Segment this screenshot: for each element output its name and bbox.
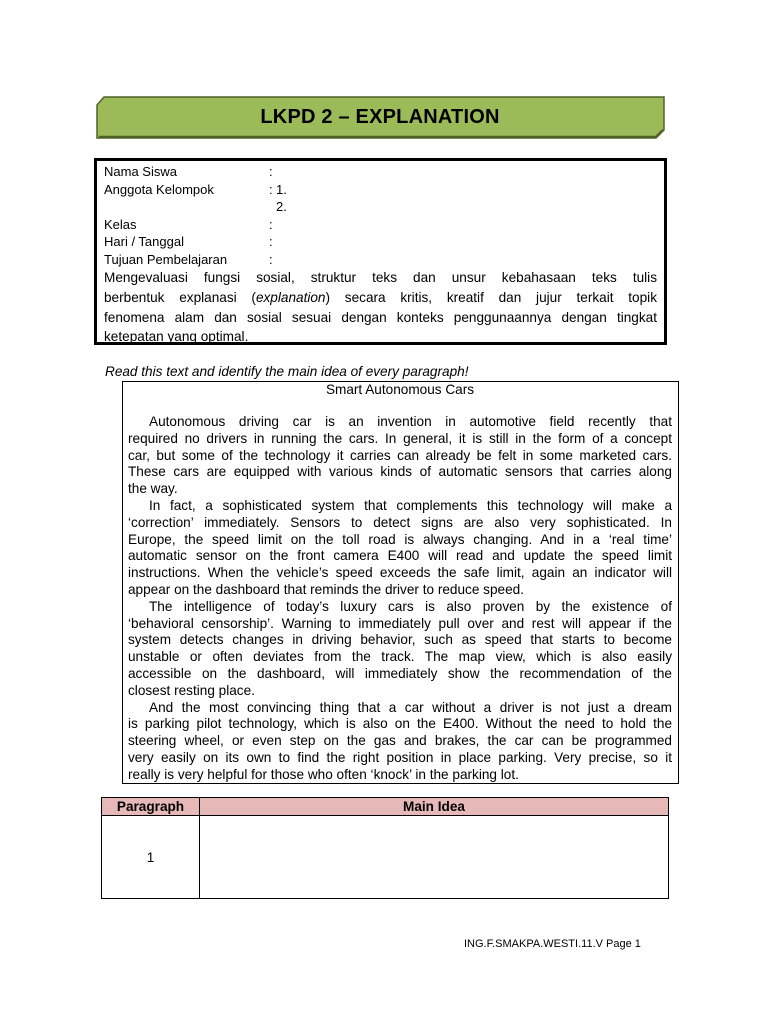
paragraph-line: required no drivers in running the cars. In general, it is still in the form of a concept [128,430,672,446]
paragraph-line: Autonomous driving car is an invention in automotive field recently that [149,414,672,429]
identity-row [104,163,657,181]
reading-title: Smart Autonomous Cars [325,382,475,397]
identity-row [104,233,657,251]
learning-objective [104,268,657,347]
paragraph-line: really is very helpful for those who often ‘knock’ in the parking lot. [128,766,519,782]
paragraph-line: The intelligence of today’s luxury cars is also proven by the existence of [149,598,672,614]
identity-row [104,251,657,269]
paragraph-line: very easily on its own to find the right position in place parking. Very precise, so it [128,749,672,765]
paragraph-line: steering wheel, or even step on the gas and brakes, the car can be programmed [128,733,672,749]
identity-colon: : [269,216,273,232]
page-footer: ING.F.SMAKPA.WESTI.11.V Page 1 [464,938,641,950]
identity-label: Hari / Tanggal [104,234,184,249]
identity-colon: : [269,251,273,267]
paragraph-line: unstable or often deviates from the track. The map view, which is also easily [128,649,672,665]
main-idea-table [101,797,669,899]
column-header-paragraph: Paragraph [102,798,200,816]
paragraph-line: is parking pilot technology, which is also on the E400. Without the need to hold the [128,716,672,732]
instruction-text: Read this text and identify the main idea of every paragraph! [105,364,469,379]
paragraph-line: accessible on the dashboard, will immediately show the recommendation of the [128,665,672,681]
paragraph-line: system detects changes in driving behavior, such as speed that starts to become [128,632,672,648]
identity-label: Anggota Kelompok [104,181,214,197]
page-title: LKPD 2 – EXPLANATION [260,105,500,128]
table-row [102,816,669,899]
identity-row [104,216,657,234]
identity-value: 2. [276,199,287,214]
objective-line: ketepatan yang optimal. [104,329,249,345]
objective-line: Mengevaluasi fungsi sosial, struktur teks dan unsur kebahasaan teks tulis [104,270,657,285]
paragraph-line: These cars are equipped with various kinds of automatic sensors that carries along [128,464,672,480]
title-banner [96,96,664,138]
identity-label: Kelas [104,216,137,232]
paragraph-line: closest resting place. [128,682,255,698]
identity-row [104,198,657,216]
paragraph-line: Europe, the speed limit on the toll road is always changing. And in a ‘real time’ [128,531,672,547]
identity-row [104,181,657,199]
identity-label: Tujuan Pembelajaran [104,251,228,267]
identity-colon: : [269,181,273,197]
identity-value: 1. [276,181,287,197]
paragraph-line: And the most convincing thing that a car without a driver is not just a dream [149,699,672,715]
column-header-main-idea: Main Idea [200,798,669,816]
reading-paragraphs [128,414,672,784]
paragraph-line: In fact, a sophisticated system that complements this technology will make a [149,497,672,513]
paragraph-line: ‘behavioral censorship’. Warning to immediately pull over and rest will appear if the [128,615,672,631]
main-idea-cell[interactable] [200,816,669,899]
paragraph-number-cell: 1 [102,816,200,899]
paragraph-line: automatic sensor on the front camera E400 will read and update the speed limit [128,548,672,564]
paragraph-line: car, but some of the technology it carries can already be felt in some marketed cars. [128,447,672,463]
reading-text-box [122,381,679,784]
paragraph-line: instructions. When the vehicle’s speed exceeds the safe limit, again an indicator will [128,565,672,581]
paragraph-line: appear on the dashboard that reminds the driver to reduce speed. [128,581,524,597]
paragraph-line: the way. [128,481,178,497]
paragraph-line: ‘correction’ immediately. Sensors to detect signs are also very sophisticated. In [128,514,672,530]
objective-line: berbentuk explanasi (explanation) secara kritis, kreatif dan jujur terkait topik [104,289,657,305]
identity-colon: : [269,164,273,179]
identity-colon: : [269,234,273,249]
identity-label: Nama Siswa [104,164,177,179]
objective-line: fenomena alam dan sosial sesuai dengan konteks penggunaannya dengan tingkat [104,309,657,325]
student-identity-box [94,158,667,345]
